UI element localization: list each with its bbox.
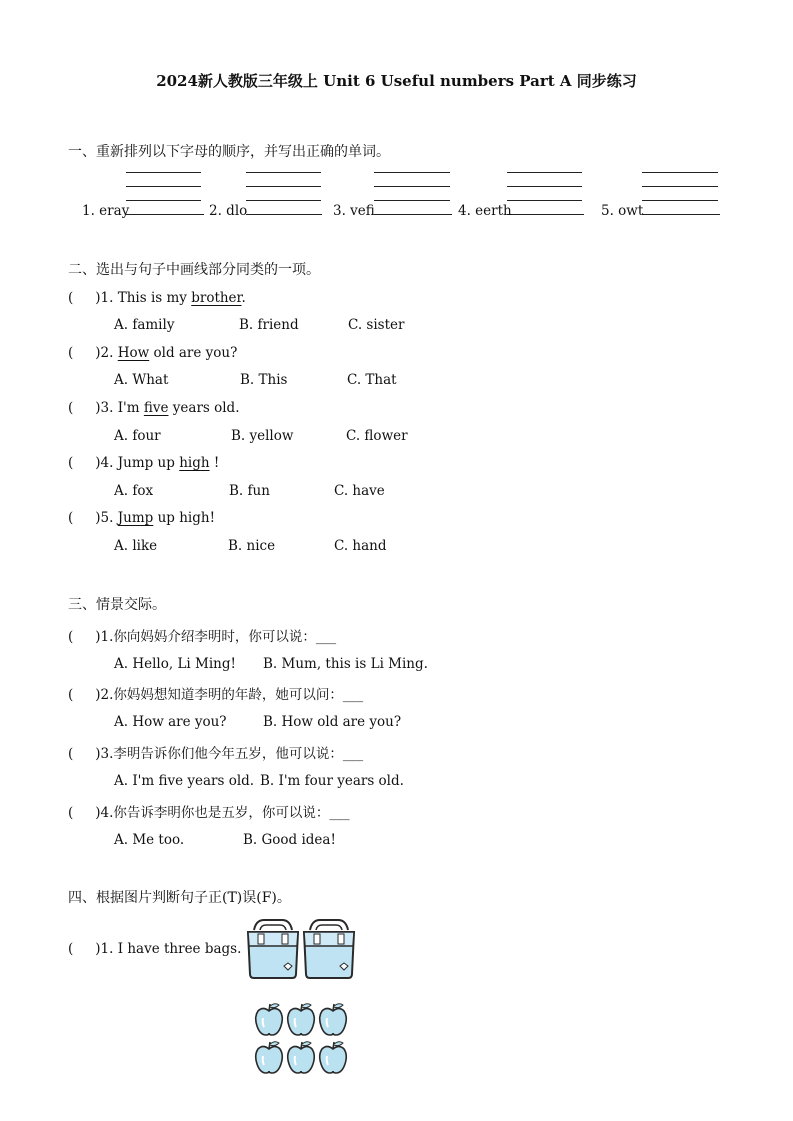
apples-picture — [252, 1002, 352, 1078]
apple-icon — [288, 1042, 315, 1073]
question-text: )1.你向妈妈介绍李明时，你可以说：___ — [95, 629, 337, 645]
option-c[interactable]: C. That — [347, 372, 397, 388]
underlined-word: Jump — [117, 510, 154, 526]
answer-paren[interactable]: ( — [68, 510, 74, 526]
question-3-1 — [68, 625, 336, 645]
question-2-1 — [68, 290, 246, 306]
question-text: )2.你妈妈想知道李明的年龄，她可以问：___ — [95, 687, 364, 703]
question-text: )5. — [95, 510, 118, 526]
question-3-2 — [68, 683, 363, 703]
question-text: )1. This is my — [95, 290, 192, 306]
question-4-1 — [68, 941, 241, 957]
question-2-4 — [68, 455, 219, 471]
answer-line[interactable] — [374, 214, 452, 215]
scrambled-word-4: 4. eerth — [458, 203, 512, 219]
option-b[interactable]: B. Mum, this is Li Ming. — [263, 656, 428, 672]
option-a[interactable]: A. How are you? — [114, 714, 227, 730]
option-a[interactable]: A. like — [114, 538, 158, 554]
option-b[interactable]: B. nice — [228, 538, 276, 554]
question-3-4 — [68, 801, 350, 821]
option-b[interactable]: B. How old are you? — [263, 714, 402, 730]
answer-line — [246, 200, 321, 201]
section-3-heading: 三、情景交际。 — [68, 597, 166, 613]
answer-line[interactable] — [507, 214, 584, 215]
bags-picture — [244, 916, 356, 980]
answer-line — [374, 200, 450, 201]
option-c[interactable]: C. sister — [348, 317, 405, 333]
option-b[interactable]: B. friend — [239, 317, 299, 333]
question-text: old are you? — [149, 345, 238, 361]
option-a[interactable]: A. family — [114, 317, 175, 333]
question-text: up high! — [153, 510, 215, 526]
answer-paren[interactable]: ( — [68, 629, 74, 645]
answer-line[interactable] — [126, 214, 204, 215]
question-2-2 — [68, 345, 237, 361]
option-b[interactable]: B. Good idea! — [243, 832, 336, 848]
question-2-5 — [68, 510, 215, 526]
question-text: )2. — [95, 345, 118, 361]
option-a[interactable]: A. Hello, Li Ming! — [114, 656, 236, 672]
answer-line — [642, 172, 718, 173]
apple-icon — [320, 1004, 347, 1035]
answer-line[interactable] — [246, 214, 322, 215]
apple-icon — [320, 1042, 347, 1073]
option-b[interactable]: B. I'm four years old. — [260, 773, 404, 789]
answer-paren[interactable]: ( — [68, 455, 74, 471]
underlined-word: How — [117, 345, 150, 361]
question-text: )3. I'm — [95, 400, 144, 416]
answer-paren[interactable]: ( — [68, 941, 74, 957]
question-text: )4. Jump up — [95, 455, 180, 471]
question-text: )4.你告诉李明你也是五岁，你可以说：___ — [95, 805, 350, 821]
option-c[interactable]: C. hand — [334, 538, 387, 554]
option-c[interactable]: C. have — [334, 483, 385, 499]
bag-icon — [248, 920, 298, 978]
answer-line — [507, 200, 582, 201]
option-a[interactable]: A. four — [114, 428, 161, 444]
scrambled-word-1: 1. eray — [82, 203, 130, 219]
option-b[interactable]: B. fun — [229, 483, 270, 499]
section-1-heading: 一、重新排列以下字母的顺序，并写出正确的单词。 — [68, 144, 390, 160]
scrambled-word-2: 2. dlo — [209, 203, 248, 219]
question-text: )1. I have three bags. — [95, 941, 242, 957]
answer-line — [374, 186, 450, 187]
answer-line — [507, 172, 582, 173]
bag-icon — [304, 920, 354, 978]
underlined-word: five — [143, 400, 169, 416]
answer-line — [126, 186, 201, 187]
section-4-heading: 四、根据图片判断句子正(T)误(F)。 — [68, 890, 291, 906]
answer-paren[interactable]: ( — [68, 805, 74, 821]
section-2-heading: 二、选出与句子中画线部分同类的一项。 — [68, 262, 320, 278]
underlined-word: high — [179, 455, 210, 471]
option-a[interactable]: A. Me too. — [114, 832, 185, 848]
answer-paren[interactable]: ( — [68, 400, 74, 416]
answer-line — [642, 200, 718, 201]
apple-icon — [256, 1042, 283, 1073]
answer-paren[interactable]: ( — [68, 687, 74, 703]
answer-paren[interactable]: ( — [68, 746, 74, 762]
question-text: . — [241, 290, 246, 306]
answer-line — [126, 200, 201, 201]
answer-line — [507, 186, 582, 187]
answer-paren[interactable]: ( — [68, 290, 74, 306]
answer-line — [126, 172, 201, 173]
apple-icon — [288, 1004, 315, 1035]
option-b[interactable]: B. yellow — [231, 428, 294, 444]
question-text: )3.李明告诉你们他今年五岁，他可以说：___ — [95, 746, 364, 762]
scrambled-word-3: 3. vefi — [333, 203, 375, 219]
underlined-word: brother — [191, 290, 242, 306]
question-text: years old. — [168, 400, 240, 416]
question-2-3 — [68, 400, 240, 416]
question-text: ! — [209, 455, 220, 471]
question-3-3 — [68, 742, 363, 762]
option-c[interactable]: C. flower — [346, 428, 408, 444]
page-title: 2024新人教版三年级上 Unit 6 Useful numbers Part A 同步练习 — [156, 72, 637, 90]
answer-line — [642, 186, 718, 187]
option-a[interactable]: A. What — [114, 372, 169, 388]
option-b[interactable]: B. This — [240, 372, 288, 388]
answer-line — [374, 172, 450, 173]
scrambled-word-5: 5. owt — [601, 203, 644, 219]
answer-line[interactable] — [642, 214, 720, 215]
answer-paren[interactable]: ( — [68, 345, 74, 361]
answer-line — [246, 172, 321, 173]
apple-icon — [256, 1004, 283, 1035]
option-a[interactable]: A. I'm five years old. — [114, 773, 255, 789]
answer-line — [246, 186, 321, 187]
option-a[interactable]: A. fox — [114, 483, 154, 499]
